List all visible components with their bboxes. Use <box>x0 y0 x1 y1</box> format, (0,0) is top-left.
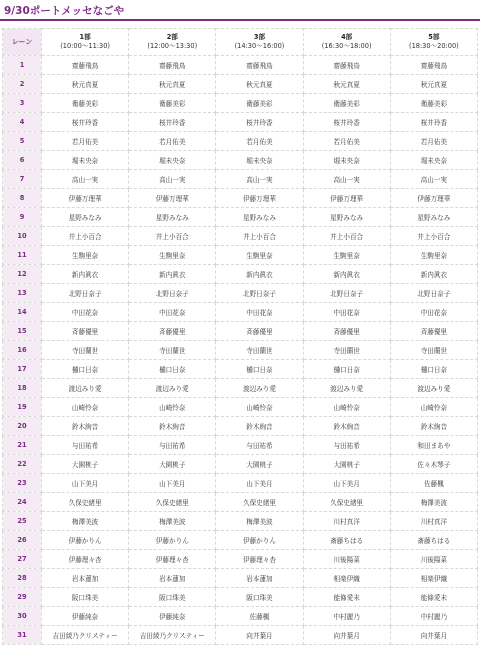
member-cell: 樋口日奈 <box>303 360 390 379</box>
table-row <box>3 303 478 322</box>
member-cell: 中田花奈 <box>390 303 477 322</box>
table-row <box>3 436 478 455</box>
member-cell: 衛藤美彩 <box>303 94 390 113</box>
lane-number: 27 <box>3 550 42 569</box>
lane-number: 5 <box>3 132 42 151</box>
member-cell: 井上小百合 <box>390 227 477 246</box>
table-row <box>3 398 478 417</box>
member-cell: 伊藤万理華 <box>390 189 477 208</box>
table-row <box>3 379 478 398</box>
lane-number: 18 <box>3 379 42 398</box>
member-cell: 新内眞衣 <box>42 265 129 284</box>
member-cell: 衛藤美彩 <box>216 94 303 113</box>
table-row <box>3 550 478 569</box>
page-title: 9/30ポートメッセなごや <box>0 0 480 21</box>
member-cell: 寺田蘭世 <box>390 341 477 360</box>
table-row <box>3 322 478 341</box>
member-cell: 阪口珠美 <box>42 588 129 607</box>
table-row <box>3 607 478 626</box>
member-cell: 斉藤優里 <box>390 322 477 341</box>
member-cell: 伊藤万理華 <box>42 189 129 208</box>
member-cell: 中田花奈 <box>42 303 129 322</box>
member-cell: 伊藤かりん <box>129 531 216 550</box>
member-cell: 吉田綾乃クリスティー <box>42 626 129 645</box>
member-cell: 斉藤優里 <box>216 322 303 341</box>
member-cell: 齋藤飛鳥 <box>216 56 303 75</box>
member-cell: 堀未央奈 <box>42 151 129 170</box>
member-cell: 鈴木絢音 <box>303 417 390 436</box>
part-5-header <box>390 29 477 56</box>
table-row <box>3 132 478 151</box>
member-cell: 伊藤理々杏 <box>216 550 303 569</box>
table-row <box>3 493 478 512</box>
member-cell: 中田花奈 <box>216 303 303 322</box>
table-row <box>3 227 478 246</box>
table-row <box>3 474 478 493</box>
member-cell: 佐々木琴子 <box>390 455 477 474</box>
member-cell: 高山一実 <box>129 170 216 189</box>
member-cell: 堀未央奈 <box>129 151 216 170</box>
member-cell: 伊藤理々杏 <box>129 550 216 569</box>
lane-number: 14 <box>3 303 42 322</box>
member-cell: 久保史緒里 <box>216 493 303 512</box>
member-cell: 星野みなみ <box>216 208 303 227</box>
member-cell: 渡辺みり愛 <box>216 379 303 398</box>
lane-number: 17 <box>3 360 42 379</box>
member-cell: 衛藤美彩 <box>129 94 216 113</box>
member-cell: 高山一実 <box>216 170 303 189</box>
lane-number: 16 <box>3 341 42 360</box>
lane-number: 6 <box>3 151 42 170</box>
member-cell: 生駒里奈 <box>216 246 303 265</box>
member-cell: 秋元真夏 <box>390 75 477 94</box>
member-cell: 大園桃子 <box>216 455 303 474</box>
member-cell: 井上小百合 <box>129 227 216 246</box>
member-cell: 斎藤ちはる <box>303 531 390 550</box>
member-cell: 樋口日奈 <box>390 360 477 379</box>
member-cell: 若月佑美 <box>42 132 129 151</box>
part-3-header <box>216 29 303 56</box>
part-time: (16:30～18:00) <box>321 42 372 50</box>
part-label: 4部 <box>341 33 353 41</box>
table-row <box>3 94 478 113</box>
member-cell: 梅澤美波 <box>129 512 216 531</box>
table-header-row <box>3 29 478 56</box>
member-cell: 向井葉月 <box>216 626 303 645</box>
member-cell: 井上小百合 <box>303 227 390 246</box>
member-cell: 斎藤ちはる <box>390 531 477 550</box>
member-cell: 梅澤美波 <box>390 493 477 512</box>
lane-number: 28 <box>3 569 42 588</box>
member-cell: 鈴木絢音 <box>390 417 477 436</box>
member-cell: 若月佑美 <box>303 132 390 151</box>
member-cell: 能條愛未 <box>303 588 390 607</box>
member-cell: 北野日奈子 <box>129 284 216 303</box>
table-row <box>3 512 478 531</box>
table-row <box>3 588 478 607</box>
table-row <box>3 455 478 474</box>
member-cell: 衛藤美彩 <box>390 94 477 113</box>
member-cell: 山崎怜奈 <box>390 398 477 417</box>
member-cell: 寺田蘭世 <box>303 341 390 360</box>
member-cell: 大園桃子 <box>303 455 390 474</box>
member-cell: 桜井玲香 <box>129 113 216 132</box>
lane-number: 22 <box>3 455 42 474</box>
member-cell: 高山一実 <box>303 170 390 189</box>
table-row <box>3 626 478 645</box>
member-cell: 高山一実 <box>390 170 477 189</box>
lane-number: 30 <box>3 607 42 626</box>
member-cell: 大園桃子 <box>42 455 129 474</box>
member-cell: 梅澤美波 <box>42 512 129 531</box>
member-cell: 生駒里奈 <box>129 246 216 265</box>
member-cell: 高山一実 <box>42 170 129 189</box>
member-cell: 若月佑美 <box>216 132 303 151</box>
member-cell: 渡辺みり愛 <box>129 379 216 398</box>
table-row <box>3 341 478 360</box>
lane-number: 8 <box>3 189 42 208</box>
member-cell: 山崎怜奈 <box>42 398 129 417</box>
member-cell: 桜井玲香 <box>390 113 477 132</box>
member-cell: 新内眞衣 <box>303 265 390 284</box>
member-cell: 堀未央奈 <box>303 151 390 170</box>
handshake-lane-table <box>2 28 478 645</box>
lane-number: 19 <box>3 398 42 417</box>
member-cell: 新内眞衣 <box>216 265 303 284</box>
part-time: (10:00～11:30) <box>60 42 110 50</box>
table-row <box>3 113 478 132</box>
table-row <box>3 284 478 303</box>
member-cell: 北野日奈子 <box>303 284 390 303</box>
member-cell: 斉藤優里 <box>129 322 216 341</box>
member-cell: 井上小百合 <box>216 227 303 246</box>
member-cell: 山崎怜奈 <box>216 398 303 417</box>
member-cell: 川後陽菜 <box>390 550 477 569</box>
part-label: 2部 <box>166 33 178 41</box>
member-cell: 久保史緒里 <box>129 493 216 512</box>
table-row <box>3 265 478 284</box>
part-2-header <box>129 29 216 56</box>
part-label: 3部 <box>253 33 266 41</box>
member-cell: 斉藤優里 <box>303 322 390 341</box>
lane-number: 13 <box>3 284 42 303</box>
table-row <box>3 151 478 170</box>
member-cell: 渡辺みり愛 <box>303 379 390 398</box>
member-cell: 秋元真夏 <box>303 75 390 94</box>
lane-column-header: レーン <box>3 29 42 56</box>
member-cell: 向井葉月 <box>390 626 477 645</box>
member-cell: 星野みなみ <box>42 208 129 227</box>
member-cell: 山下美月 <box>129 474 216 493</box>
lane-number: 3 <box>3 94 42 113</box>
member-cell: 山崎怜奈 <box>303 398 390 417</box>
part-label: 1部 <box>79 33 91 41</box>
member-cell: 生駒里奈 <box>303 246 390 265</box>
member-cell: 与田祐希 <box>42 436 129 455</box>
lane-number: 9 <box>3 208 42 227</box>
member-cell: 若月佑美 <box>129 132 216 151</box>
table-row <box>3 360 478 379</box>
member-cell: 生駒里奈 <box>390 246 477 265</box>
member-cell: 山下美月 <box>303 474 390 493</box>
member-cell: 齋藤飛鳥 <box>42 56 129 75</box>
member-cell: 渡辺みり愛 <box>42 379 129 398</box>
member-cell: 岩本蓮加 <box>42 569 129 588</box>
member-cell: 斉藤優里 <box>42 322 129 341</box>
member-cell: 星野みなみ <box>129 208 216 227</box>
member-cell: 佐藤楓 <box>390 474 477 493</box>
member-cell: 岩本蓮加 <box>216 569 303 588</box>
member-cell: 相楽伊織 <box>390 569 477 588</box>
member-cell: 北野日奈子 <box>390 284 477 303</box>
member-cell: 向井葉月 <box>303 626 390 645</box>
member-cell: 伊藤かりん <box>42 531 129 550</box>
member-cell: 渡辺みり愛 <box>390 379 477 398</box>
member-cell: 桜井玲香 <box>303 113 390 132</box>
member-cell: 川村真洋 <box>390 512 477 531</box>
lane-number: 23 <box>3 474 42 493</box>
member-cell: 与田祐希 <box>129 436 216 455</box>
member-cell: 樋口日奈 <box>216 360 303 379</box>
lane-number: 11 <box>3 246 42 265</box>
table-row <box>3 531 478 550</box>
member-cell: 伊藤かりん <box>216 531 303 550</box>
table-row <box>3 56 478 75</box>
member-cell: 梅澤美波 <box>216 512 303 531</box>
table-row <box>3 170 478 189</box>
part-time: (14:30～16:00) <box>234 42 285 50</box>
member-cell: 伊藤万理華 <box>129 189 216 208</box>
member-cell: 北野日奈子 <box>216 284 303 303</box>
table-body <box>3 56 478 645</box>
member-cell: 山下美月 <box>216 474 303 493</box>
member-cell: 岩本蓮加 <box>129 569 216 588</box>
member-cell: 伊藤万理華 <box>216 189 303 208</box>
member-cell: 寺田蘭世 <box>42 341 129 360</box>
member-cell: 秋元真夏 <box>129 75 216 94</box>
member-cell: 伊藤万理華 <box>303 189 390 208</box>
member-cell: 秋元真夏 <box>216 75 303 94</box>
lane-number: 21 <box>3 436 42 455</box>
member-cell: 新内眞衣 <box>129 265 216 284</box>
member-cell: 川後陽菜 <box>303 550 390 569</box>
lane-number: 24 <box>3 493 42 512</box>
member-cell: 与田祐希 <box>303 436 390 455</box>
lane-number: 12 <box>3 265 42 284</box>
member-cell: 齋藤飛鳥 <box>390 56 477 75</box>
member-cell: 中村麗乃 <box>390 607 477 626</box>
table-row <box>3 75 478 94</box>
lane-number: 20 <box>3 417 42 436</box>
lane-number: 25 <box>3 512 42 531</box>
member-cell: 中村麗乃 <box>303 607 390 626</box>
member-cell: 鈴木絢音 <box>216 417 303 436</box>
part-4-header <box>303 29 390 56</box>
member-cell: 伊藤理々杏 <box>42 550 129 569</box>
member-cell: 北野日奈子 <box>42 284 129 303</box>
member-cell: 生駒里奈 <box>42 246 129 265</box>
member-cell: 齋藤飛鳥 <box>129 56 216 75</box>
table-row <box>3 246 478 265</box>
member-cell: 樋口日奈 <box>129 360 216 379</box>
lane-number: 29 <box>3 588 42 607</box>
member-cell: 桜井玲香 <box>216 113 303 132</box>
lane-number: 1 <box>3 56 42 75</box>
member-cell: 新内眞衣 <box>390 265 477 284</box>
part-label: 5部 <box>428 33 440 41</box>
part-1-header <box>42 29 129 56</box>
lane-number: 15 <box>3 322 42 341</box>
member-cell: 与田祐希 <box>216 436 303 455</box>
member-cell: 伊藤純奈 <box>42 607 129 626</box>
lane-number: 4 <box>3 113 42 132</box>
member-cell: 若月佑美 <box>390 132 477 151</box>
member-cell: 山崎怜奈 <box>129 398 216 417</box>
member-cell: 和田まあや <box>390 436 477 455</box>
member-cell: 能條愛未 <box>390 588 477 607</box>
part-time: (18:30～20:00) <box>409 42 459 50</box>
lane-number: 10 <box>3 227 42 246</box>
member-cell: 久保史緒里 <box>303 493 390 512</box>
member-cell: 星野みなみ <box>303 208 390 227</box>
member-cell: 寺田蘭世 <box>216 341 303 360</box>
member-cell: 中田花奈 <box>129 303 216 322</box>
member-cell: 堀未央奈 <box>216 151 303 170</box>
member-cell: 堀未央奈 <box>390 151 477 170</box>
member-cell: 川村真洋 <box>303 512 390 531</box>
member-cell: 吉田綾乃クリスティー <box>129 626 216 645</box>
member-cell: 齋藤飛鳥 <box>303 56 390 75</box>
member-cell: 中田花奈 <box>303 303 390 322</box>
member-cell: 大園桃子 <box>129 455 216 474</box>
member-cell: 相楽伊織 <box>303 569 390 588</box>
member-cell: 山下美月 <box>42 474 129 493</box>
member-cell: 阪口珠美 <box>129 588 216 607</box>
member-cell: 寺田蘭世 <box>129 341 216 360</box>
member-cell: 樋口日奈 <box>42 360 129 379</box>
member-cell: 鈴木絢音 <box>129 417 216 436</box>
member-cell: 星野みなみ <box>390 208 477 227</box>
lane-number: 31 <box>3 626 42 645</box>
table-row <box>3 189 478 208</box>
table-row <box>3 569 478 588</box>
table-row <box>3 208 478 227</box>
table-row <box>3 417 478 436</box>
member-cell: 阪口珠美 <box>216 588 303 607</box>
member-cell: 伊藤純奈 <box>129 607 216 626</box>
lane-number: 2 <box>3 75 42 94</box>
member-cell: 桜井玲香 <box>42 113 129 132</box>
lane-number: 7 <box>3 170 42 189</box>
member-cell: 井上小百合 <box>42 227 129 246</box>
member-cell: 衛藤美彩 <box>42 94 129 113</box>
lane-number: 26 <box>3 531 42 550</box>
member-cell: 秋元真夏 <box>42 75 129 94</box>
member-cell: 久保史緒里 <box>42 493 129 512</box>
part-time: (12:00～13:30) <box>147 42 198 50</box>
member-cell: 佐藤楓 <box>216 607 303 626</box>
member-cell: 鈴木絢音 <box>42 417 129 436</box>
